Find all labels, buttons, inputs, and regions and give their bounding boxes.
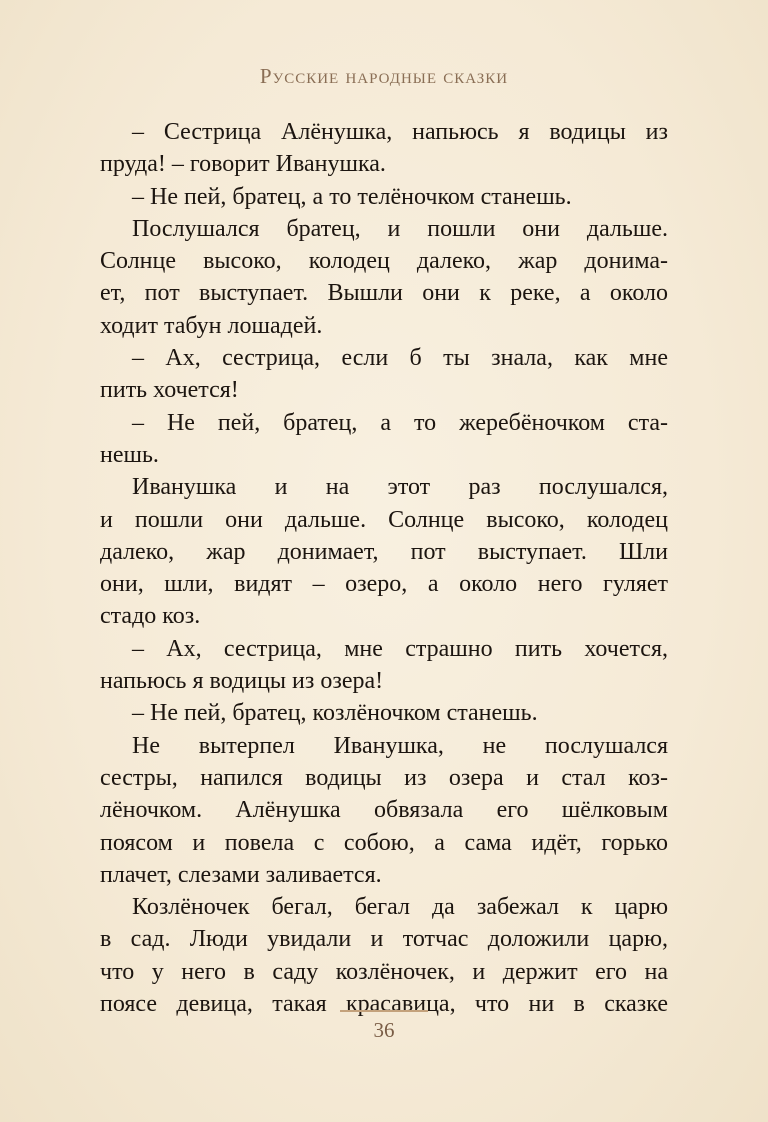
text-line: ходит табун лошадей. [100, 312, 323, 339]
text-line: ет, пот выступает. Вышли они к реке, а около [100, 280, 668, 307]
text-line: – Не пей, братец, а то жеребёночком ста- [132, 409, 668, 436]
text-line: Иванушка и на этот раз послушался, [132, 474, 668, 501]
text-line: Солнце высоко, колодец далеко, жар донима- [100, 248, 668, 275]
running-head: Русские народные сказки [259, 64, 509, 88]
text-line: что у него в саду козлёночек, и держит его на [100, 958, 668, 985]
text-line: поясе девица, такая красавица, что ни в сказке [100, 991, 668, 1018]
body-text [100, 116, 668, 1020]
page-number: 36 [373, 1018, 395, 1042]
text-line: плачет, слезами заливается. [100, 861, 382, 888]
text-line: пить хочется! [100, 377, 239, 404]
text-line: – Не пей, братец, а то телёночком станешь. [132, 183, 572, 210]
text-line: нешь. [100, 441, 159, 468]
text-line: пруда! – говорит Иванушка. [100, 151, 386, 178]
text-line: сестры, напился водицы из озера и стал коз- [100, 764, 668, 791]
text-line: и пошли они дальше. Солнце высоко, колодец [100, 506, 668, 533]
text-line: напьюсь я водицы из озера! [100, 668, 384, 695]
text-line: лёночком. Алёнушка обвязала его шёлковым [100, 797, 668, 824]
text-line: стадо коз. [100, 603, 201, 630]
text-line: Послушался братец, и пошли они дальше. [132, 215, 668, 242]
text-line: далеко, жар донимает, пот выступает. Шли [100, 538, 668, 565]
text-line: Козлёночек бегал, бегал да забежал к царю [132, 894, 668, 921]
text-line: – Сестрица Алёнушка, напьюсь я водицы из [132, 119, 668, 145]
text-line: Не вытерпел Иванушка, не послушался [132, 732, 668, 759]
footer-rule [340, 1010, 428, 1012]
text-line: поясом и повела с собою, а сама идёт, горько [100, 829, 668, 856]
text-line: – Ах, сестрица, если б ты знала, как мне [132, 345, 668, 372]
text-line: они, шли, видят – озеро, а около него гуляет [100, 571, 668, 598]
text-line: в сад. Люди увидали и тотчас доложили царю, [100, 926, 668, 953]
text-line: – Ах, сестрица, мне страшно пить хочется, [132, 635, 668, 662]
text-line: – Не пей, братец, козлёночком станешь. [132, 700, 538, 727]
